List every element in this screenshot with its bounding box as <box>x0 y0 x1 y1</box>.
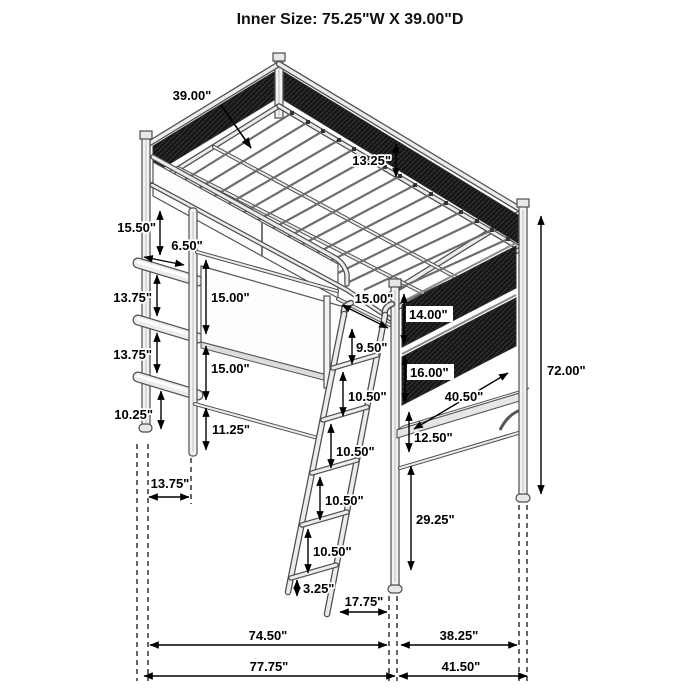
dim-end-panel-upper-label: 14.00" <box>409 307 448 322</box>
dim-base-span-outer <box>144 659 395 676</box>
dim-side-span-outer-label: 41.50" <box>441 659 481 674</box>
dim-desk-clearance-lower-label: 15.00" <box>211 361 250 376</box>
dim-ladder-floor-offset-label: 17.75" <box>344 594 384 609</box>
back-post-cap <box>273 53 285 61</box>
dim-rear-post-floor-gap <box>114 391 161 429</box>
dim-deck-to-shelf1-label: 15.50" <box>117 220 156 235</box>
dim-front-post-floor-gap-label: 11.25" <box>212 422 250 437</box>
dim-ladder-floor-offset <box>340 594 387 612</box>
dim-shelf-unit-depth-label: 13.75" <box>150 476 190 491</box>
dim-base-span-inner-label: 74.50" <box>248 628 288 643</box>
dim-overall-height <box>541 216 586 494</box>
dim-desk-clearance-upper-label: 15.00" <box>211 290 250 305</box>
dim-rear-post-floor-gap-label: 10.25" <box>114 407 153 422</box>
dim-bed-depth-label: 39.00" <box>172 88 212 103</box>
dim-desk-floor-height <box>411 466 455 570</box>
rear-right-post-foot <box>516 494 530 502</box>
dim-base-span-inner <box>150 628 387 645</box>
dim-ladder-end-gap <box>297 580 334 596</box>
dim-shelf-gap-1-label: 13.75" <box>113 290 152 305</box>
dim-end-panel-lower-label: 16.00" <box>410 365 449 380</box>
left-rear-post-foot <box>139 424 152 432</box>
dim-rung-gap-1-label: 10.50" <box>348 389 387 404</box>
dim-side-span-inner <box>401 628 517 645</box>
dim-desk-length-label: 40.50" <box>444 389 484 404</box>
dim-side-span-outer <box>399 659 527 676</box>
dim-ladder-end-gap-label: 3.25" <box>303 581 335 596</box>
dim-shelf-depth-label: 6.50" <box>171 238 203 253</box>
dim-rung-gap-2-label: 10.50" <box>336 444 375 459</box>
desk-corner-brace <box>500 410 521 430</box>
dim-side-span-inner-label: 38.25" <box>439 628 479 643</box>
slat-brackets <box>290 111 510 241</box>
mesh-back-right <box>284 72 518 243</box>
dim-desk-floor-height-label: 29.25" <box>416 512 455 527</box>
dim-shelf-unit-depth <box>149 476 189 497</box>
dim-rung-gap-4-label: 10.50" <box>313 544 352 559</box>
dim-rung-gap-3-label: 10.50" <box>325 493 364 508</box>
dim-shelf-gap-2-label: 13.75" <box>113 347 152 362</box>
dim-base-span-outer-label: 77.75" <box>249 659 289 674</box>
dim-deck-to-shelf1 <box>117 211 160 255</box>
dim-rail-to-deck-label: 13.25" <box>352 153 391 168</box>
dim-ladder-hook-gap-label: 9.50" <box>356 340 388 355</box>
dim-panel-to-desk-label: 12.50" <box>414 430 453 445</box>
dim-front-rail-segment-label: 15.00" <box>354 291 394 306</box>
dim-overall-height-label: 72.00" <box>547 363 586 378</box>
front-right-post-foot <box>388 585 402 593</box>
page-title: Inner Size: 75.25"W X 39.00"D <box>236 11 464 28</box>
